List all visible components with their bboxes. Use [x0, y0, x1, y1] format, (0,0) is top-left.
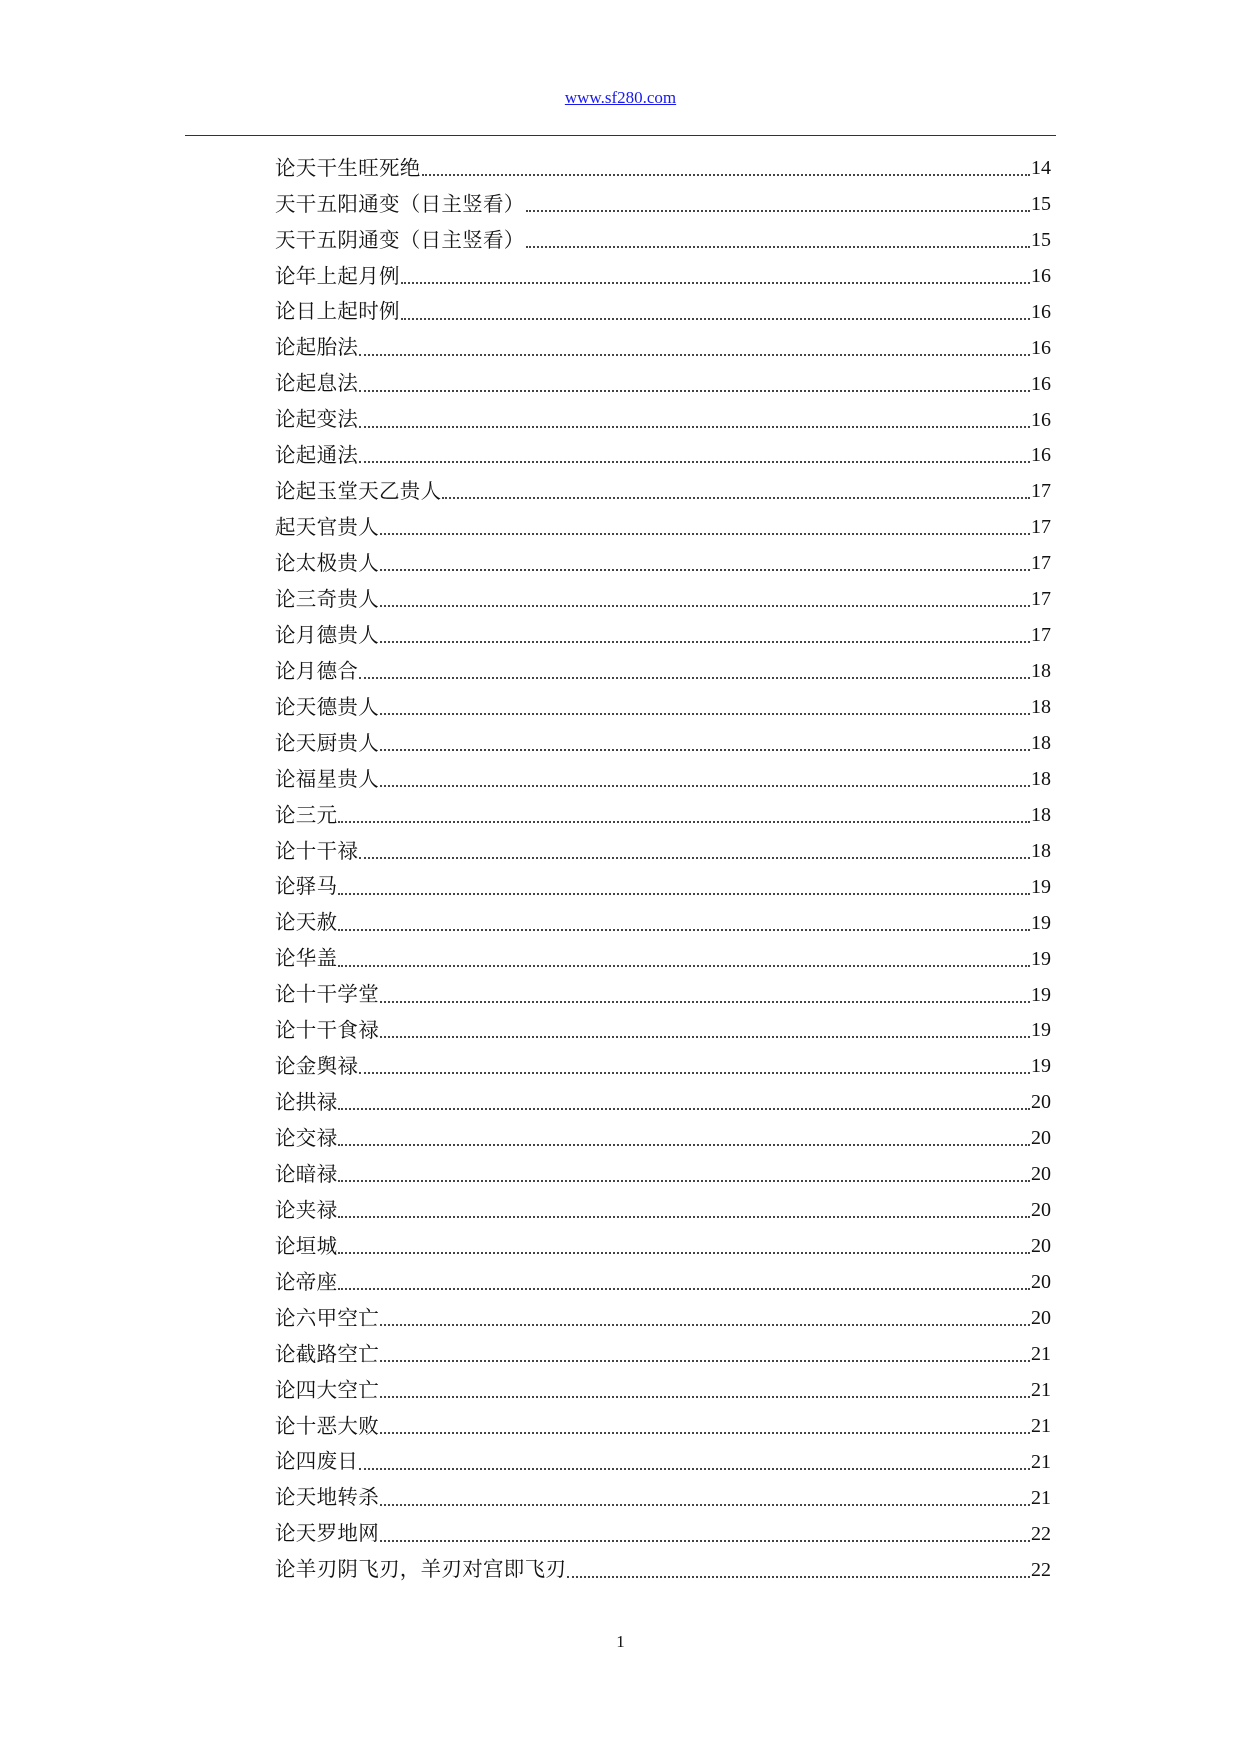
toc-entry-title: 论金舆禄	[275, 1054, 359, 1079]
toc-entry-title: 论天地转杀	[275, 1485, 379, 1510]
toc-entry-page: 21	[1031, 1486, 1051, 1509]
table-of-contents	[275, 150, 1051, 1588]
dot-leader	[380, 1540, 1030, 1542]
toc-entry-title: 论天赦	[275, 910, 338, 935]
dot-leader	[380, 1360, 1030, 1362]
header-divider	[185, 135, 1056, 136]
toc-entry-title: 论天罗地网	[275, 1521, 379, 1546]
toc-entry-page: 15	[1031, 192, 1051, 215]
toc-entry-page: 20	[1031, 1235, 1051, 1258]
toc-entry[interactable]	[275, 294, 1051, 330]
toc-entry[interactable]	[275, 186, 1051, 222]
toc-entry-page: 16	[1031, 300, 1051, 323]
toc-entry[interactable]	[275, 1084, 1051, 1120]
toc-entry[interactable]	[275, 258, 1051, 294]
toc-entry-page: 22	[1031, 1522, 1051, 1545]
dot-leader	[380, 1001, 1030, 1003]
toc-entry[interactable]	[275, 1013, 1051, 1049]
toc-entry[interactable]	[275, 222, 1051, 258]
toc-entry[interactable]	[275, 473, 1051, 509]
toc-entry-page: 17	[1031, 552, 1051, 575]
toc-entry[interactable]	[275, 1228, 1051, 1264]
toc-entry[interactable]	[275, 797, 1051, 833]
toc-entry[interactable]	[275, 1336, 1051, 1372]
dot-leader	[359, 1072, 1030, 1074]
dot-leader	[380, 641, 1030, 643]
toc-entry-page: 14	[1031, 156, 1051, 179]
toc-entry[interactable]	[275, 1300, 1051, 1336]
toc-entry[interactable]	[275, 330, 1051, 366]
toc-entry-title: 论福星贵人	[275, 766, 379, 791]
toc-entry-page: 19	[1031, 875, 1051, 898]
toc-entry-page: 22	[1031, 1558, 1051, 1581]
toc-entry[interactable]	[275, 653, 1051, 689]
dot-leader	[380, 1324, 1030, 1326]
toc-entry[interactable]	[275, 725, 1051, 761]
toc-entry-page: 17	[1031, 588, 1051, 611]
toc-entry-page: 19	[1031, 983, 1051, 1006]
toc-entry-page: 16	[1031, 408, 1051, 431]
toc-entry-page: 19	[1031, 911, 1051, 934]
dot-leader	[338, 929, 1030, 931]
toc-entry-page: 15	[1031, 228, 1051, 251]
dot-leader	[338, 1108, 1030, 1110]
toc-entry[interactable]	[275, 905, 1051, 941]
toc-entry-title: 论驿马	[275, 874, 338, 899]
toc-entry-title: 论羊刃阴飞刃，羊刃对宫即飞刃	[275, 1557, 567, 1582]
toc-entry-title: 论交禄	[275, 1126, 338, 1151]
toc-entry-title: 论三奇贵人	[275, 586, 379, 611]
toc-entry-page: 21	[1031, 1450, 1051, 1473]
toc-entry-title: 论暗禄	[275, 1161, 338, 1186]
toc-entry-title: 论月德贵人	[275, 622, 379, 647]
toc-entry-title: 论起玉堂天乙贵人	[275, 479, 442, 504]
toc-entry[interactable]	[275, 1048, 1051, 1084]
toc-entry-title: 论日上起时例	[275, 299, 400, 324]
dot-leader	[359, 857, 1030, 859]
toc-entry-page: 18	[1031, 696, 1051, 719]
toc-entry-page: 16	[1031, 264, 1051, 287]
dot-leader	[380, 605, 1030, 607]
toc-entry[interactable]	[275, 977, 1051, 1013]
dot-leader	[338, 1288, 1030, 1290]
dot-leader	[380, 533, 1030, 535]
toc-entry[interactable]	[275, 617, 1051, 653]
toc-entry[interactable]	[275, 1372, 1051, 1408]
toc-entry-title: 论天厨贵人	[275, 730, 379, 755]
toc-entry[interactable]	[275, 581, 1051, 617]
dot-leader	[359, 390, 1030, 392]
toc-entry-title: 论三元	[275, 802, 338, 827]
toc-entry[interactable]	[275, 1156, 1051, 1192]
toc-entry-title: 论天德贵人	[275, 694, 379, 719]
toc-entry[interactable]	[275, 1444, 1051, 1480]
toc-entry[interactable]	[275, 1480, 1051, 1516]
dot-leader	[338, 1180, 1030, 1182]
toc-entry[interactable]	[275, 1408, 1051, 1444]
toc-entry-title: 论起通法	[275, 443, 359, 468]
toc-entry[interactable]	[275, 1192, 1051, 1228]
toc-entry-title: 论起变法	[275, 407, 359, 432]
toc-entry-title: 论夹禄	[275, 1197, 338, 1222]
toc-entry-title: 起天官贵人	[275, 515, 379, 540]
toc-entry-page: 17	[1031, 624, 1051, 647]
toc-entry-title: 论起息法	[275, 371, 359, 396]
toc-entry[interactable]	[275, 869, 1051, 905]
toc-entry[interactable]	[275, 150, 1051, 186]
toc-entry-page: 21	[1031, 1378, 1051, 1401]
toc-entry-title: 论十干禄	[275, 838, 359, 863]
dot-leader	[380, 1396, 1030, 1398]
toc-entry-page: 16	[1031, 372, 1051, 395]
toc-entry[interactable]	[275, 761, 1051, 797]
toc-entry-page: 20	[1031, 1306, 1051, 1329]
toc-entry-title: 论月德合	[275, 658, 359, 683]
toc-entry-title: 论四大空亡	[275, 1377, 379, 1402]
toc-entry-title: 论拱禄	[275, 1090, 338, 1115]
toc-entry-title: 论十干食禄	[275, 1018, 379, 1043]
toc-entry-page: 20	[1031, 1163, 1051, 1186]
toc-entry-title: 论十干学堂	[275, 982, 379, 1007]
dot-leader	[526, 210, 1030, 212]
toc-entry-page: 16	[1031, 444, 1051, 467]
toc-entry-page: 20	[1031, 1127, 1051, 1150]
site-url-link[interactable]: www.sf280.com	[564, 88, 677, 107]
dot-leader	[401, 318, 1030, 320]
toc-entry-page: 19	[1031, 947, 1051, 970]
toc-entry-title: 论年上起月例	[275, 263, 400, 288]
dot-leader	[567, 1576, 1030, 1578]
toc-entry-title: 论十恶大败	[275, 1413, 379, 1438]
dot-leader	[338, 1252, 1030, 1254]
dot-leader	[380, 1432, 1030, 1434]
dot-leader	[380, 569, 1030, 571]
toc-entry-page: 17	[1031, 516, 1051, 539]
toc-entry[interactable]	[275, 509, 1051, 545]
toc-entry-page: 18	[1031, 803, 1051, 826]
toc-entry-page: 18	[1031, 839, 1051, 862]
dot-leader	[338, 965, 1030, 967]
toc-entry-title: 论帝座	[275, 1269, 338, 1294]
dot-leader	[380, 749, 1030, 751]
toc-entry[interactable]	[275, 1120, 1051, 1156]
toc-entry-page: 20	[1031, 1199, 1051, 1222]
toc-entry-page: 18	[1031, 767, 1051, 790]
dot-leader	[526, 246, 1030, 248]
toc-entry-page: 19	[1031, 1019, 1051, 1042]
toc-entry[interactable]	[275, 1516, 1051, 1552]
dot-leader	[380, 713, 1030, 715]
dot-leader	[401, 282, 1030, 284]
toc-entry[interactable]	[275, 366, 1051, 402]
toc-entry-page: 18	[1031, 660, 1051, 683]
toc-entry-page: 21	[1031, 1342, 1051, 1365]
toc-entry-page: 19	[1031, 1055, 1051, 1078]
dot-leader	[338, 1144, 1030, 1146]
toc-entry[interactable]	[275, 545, 1051, 581]
page-number: 1	[616, 1632, 625, 1651]
dot-leader	[442, 497, 1030, 499]
dot-leader	[338, 821, 1030, 823]
toc-entry-page: 20	[1031, 1091, 1051, 1114]
toc-entry-title: 论起胎法	[275, 335, 359, 360]
toc-entry[interactable]	[275, 689, 1051, 725]
dot-leader	[380, 1036, 1030, 1038]
dot-leader	[359, 461, 1030, 463]
toc-entry[interactable]	[275, 438, 1051, 474]
toc-entry-page: 16	[1031, 336, 1051, 359]
dot-leader	[359, 426, 1030, 428]
dot-leader	[422, 174, 1030, 176]
toc-entry-title: 论华盖	[275, 946, 338, 971]
toc-entry-title: 天干五阴通变（日主竖看）	[275, 227, 525, 252]
toc-entry-title: 论四废日	[275, 1449, 359, 1474]
toc-entry-page: 17	[1031, 480, 1051, 503]
toc-entry-title: 天干五阳通变（日主竖看）	[275, 191, 525, 216]
toc-entry[interactable]	[275, 833, 1051, 869]
toc-entry-page: 21	[1031, 1414, 1051, 1437]
toc-entry[interactable]	[275, 1264, 1051, 1300]
toc-entry-title: 论截路空亡	[275, 1341, 379, 1366]
dot-leader	[380, 785, 1030, 787]
toc-entry-title: 论太极贵人	[275, 551, 379, 576]
toc-entry[interactable]	[275, 941, 1051, 977]
toc-entry-title: 论六甲空亡	[275, 1305, 379, 1330]
dot-leader	[338, 893, 1030, 895]
toc-entry[interactable]	[275, 402, 1051, 438]
dot-leader	[359, 1468, 1030, 1470]
dot-leader	[338, 1216, 1030, 1218]
toc-entry-title: 论天干生旺死绝	[275, 155, 421, 180]
dot-leader	[359, 354, 1030, 356]
toc-entry[interactable]	[275, 1552, 1051, 1588]
toc-entry-page: 18	[1031, 731, 1051, 754]
toc-entry-title: 论垣城	[275, 1233, 338, 1258]
dot-leader	[380, 1504, 1030, 1506]
toc-entry-page: 20	[1031, 1271, 1051, 1294]
dot-leader	[359, 677, 1030, 679]
